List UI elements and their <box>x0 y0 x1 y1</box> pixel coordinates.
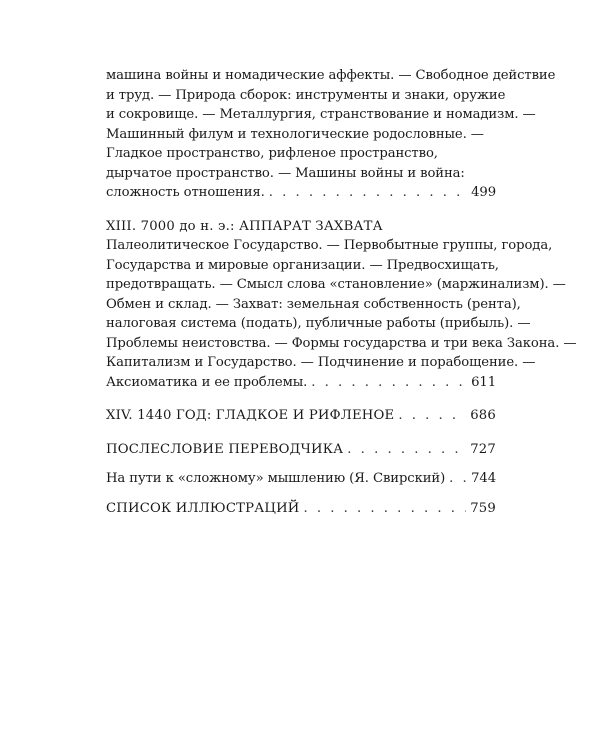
chapter-title: XIII. 7000 до н. э.: АППАРАТ ЗАХВАТА <box>106 218 383 234</box>
toc-line: дырчатое пространство. — Машины войны и война: <box>106 165 465 181</box>
page-number: 611 <box>471 374 496 390</box>
toc-line-with-page <box>106 183 496 203</box>
toc-line-text: сложность отношения. <box>106 185 265 200</box>
table-of-contents <box>106 66 577 518</box>
toc-entry-essay <box>106 469 496 489</box>
page-number: 686 <box>470 408 496 423</box>
toc-entry-chapter-12 <box>106 66 556 203</box>
toc-line: Машинный филум и технологические родословные. — <box>106 126 484 142</box>
dot-leader <box>449 469 467 489</box>
page-number: 499 <box>471 185 496 200</box>
toc-line: Обмен и склад. — Захват: земельная собственность (рента), <box>106 296 521 312</box>
page-number: 744 <box>471 471 496 486</box>
toc-line: Гладкое пространство, рифленое пространство, <box>106 146 438 161</box>
toc-line: машина войны и номадические аффекты. — Свободное действие <box>106 68 556 83</box>
dot-leader <box>398 406 466 426</box>
toc-line-with-page <box>106 373 496 393</box>
toc-line: предотвращать. — Смысл слова «становление» (маржинализм). — <box>106 277 566 292</box>
chapter-title: XIV. 1440 ГОД: ГЛАДКОЕ И РИФЛЕНОЕ <box>106 408 395 423</box>
section-title: ПОСЛЕСЛОВИЕ ПЕРЕВОДЧИКА <box>106 441 344 457</box>
toc-line: и труд. — Природа сборок: инструменты и знаки, оружие <box>106 87 506 103</box>
toc-line-text: Аксиоматика и ее проблемы. <box>106 374 308 390</box>
toc-entry-afterword <box>106 440 496 460</box>
toc-line: и сокровище. — Металлургия, странствование и номадизм. — <box>106 107 536 122</box>
toc-line: Капитализм и Государство. — Подчинение и порабощение. — <box>106 355 536 370</box>
dot-leader <box>269 183 467 203</box>
section-title: СПИСОК ИЛЛЮСТРАЦИЙ <box>106 500 300 516</box>
dot-leader <box>304 499 467 519</box>
toc-line-with-page <box>106 440 496 460</box>
toc-line-with-page <box>106 499 496 519</box>
toc-line: налоговая система (подать), публичные работы (прибыль). — <box>106 316 531 331</box>
toc-line-with-page <box>106 469 496 489</box>
toc-line: Палеолитическое Государство. — Первобытные группы, города, <box>106 238 553 253</box>
toc-entry-illustrations <box>106 499 496 519</box>
toc-line-with-page <box>106 406 496 426</box>
page-number: 759 <box>470 500 496 516</box>
section-title: На пути к «сложному» мышлению (Я. Свирский) <box>106 471 446 486</box>
dot-leader <box>347 440 466 460</box>
dot-leader <box>311 373 467 393</box>
toc-line: Проблемы неистовства. — Формы государства и три века Закона. — <box>106 335 577 351</box>
toc-entry-chapter-14 <box>106 406 496 426</box>
toc-entry-chapter-13 <box>106 217 577 393</box>
page-number: 727 <box>470 441 496 457</box>
toc-line: Государства и мировые организации. — Предвосхищать, <box>106 257 499 273</box>
